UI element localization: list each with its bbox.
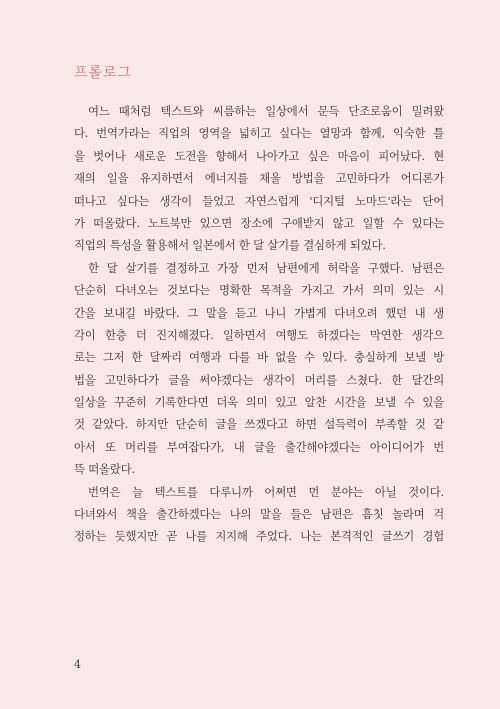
text-line: 법을 고민하다가 글을 써야겠다는 생각이 머리를 스쳤다. 한 달간의 (74, 372, 444, 387)
text-line: 단순히 다녀오는 것보다는 명확한 목적을 가지고 가서 의미 있는 시 (74, 283, 444, 298)
text-line: 을 벗어나 새로운 도전을 향해서 나아가고 싶은 마음이 피어났다. 현 (74, 148, 444, 163)
text-line: 다녀와서 책을 출간하겠다는 나의 말을 들은 남편은 흠칫 놀라며 걱 (74, 507, 444, 522)
text-line: 각이 한층 더 진지해졌다. 일하면서 여행도 하겠다는 막연한 생각으 (74, 327, 444, 342)
text-line: 가 떠올랐다. 노트북만 있으면 장소에 구애받지 않고 일할 수 있다는 (74, 215, 444, 230)
text-line: 재의 일을 유지하면서 에너지를 채울 방법을 고민하다가 어디론가 (74, 171, 444, 186)
text-line: 정하는 듯했지만 곧 나를 지지해 주었다. 나는 본격적인 글쓰기 경험 (74, 529, 444, 544)
text-line: 뜩 떠올랐다. (74, 462, 135, 477)
text-line: 로는 그저 한 달짜리 여행과 다를 바 없을 수 있다. 충실하게 보낼 방 (74, 350, 444, 365)
text-line: 일상을 꾸준히 기록한다면 더욱 의미 있고 알찬 시간을 보낼 수 있을 (74, 395, 444, 410)
body-text (74, 100, 444, 548)
text-line: 떠나고 싶다는 생각이 들었고 자연스럽게 '디지털 노마드'라는 단어 (74, 193, 444, 208)
text-line: 한 달 살기를 결정하고 가장 먼저 남편에게 허락을 구했다. 남편은 (88, 260, 444, 275)
text-line: 여느 때처럼 텍스트와 씨름하는 일상에서 문득 단조로움이 밀려왔 (88, 104, 444, 118)
text-line: 간을 보내길 바랐다. 그 말을 듣고 나니 가볍게 다녀오려 했던 내 생 (74, 305, 444, 320)
text-line: 번역은 늘 텍스트를 다루니까 어쩌면 먼 분야는 아닐 것이다. (88, 484, 444, 499)
page-number: 4 (74, 658, 81, 671)
text-line: 다. 번역가라는 직업의 영역을 넓히고 싶다는 열망과 함께, 익숙한 틀 (74, 126, 444, 141)
text-line: 것 같았다. 하지만 단순히 글을 쓰겠다고 하면 설득력이 부족할 것 같 (74, 417, 444, 432)
chapter-title: 프롤로그 (74, 65, 133, 81)
text-line: 직업의 특성을 활용해서 일본에서 한 달 살기를 결심하게 되었다. (74, 238, 386, 253)
text-line: 아서 또 머리를 부여잡다가, 내 글을 출간해야겠다는 아이디어가 번 (74, 439, 444, 454)
